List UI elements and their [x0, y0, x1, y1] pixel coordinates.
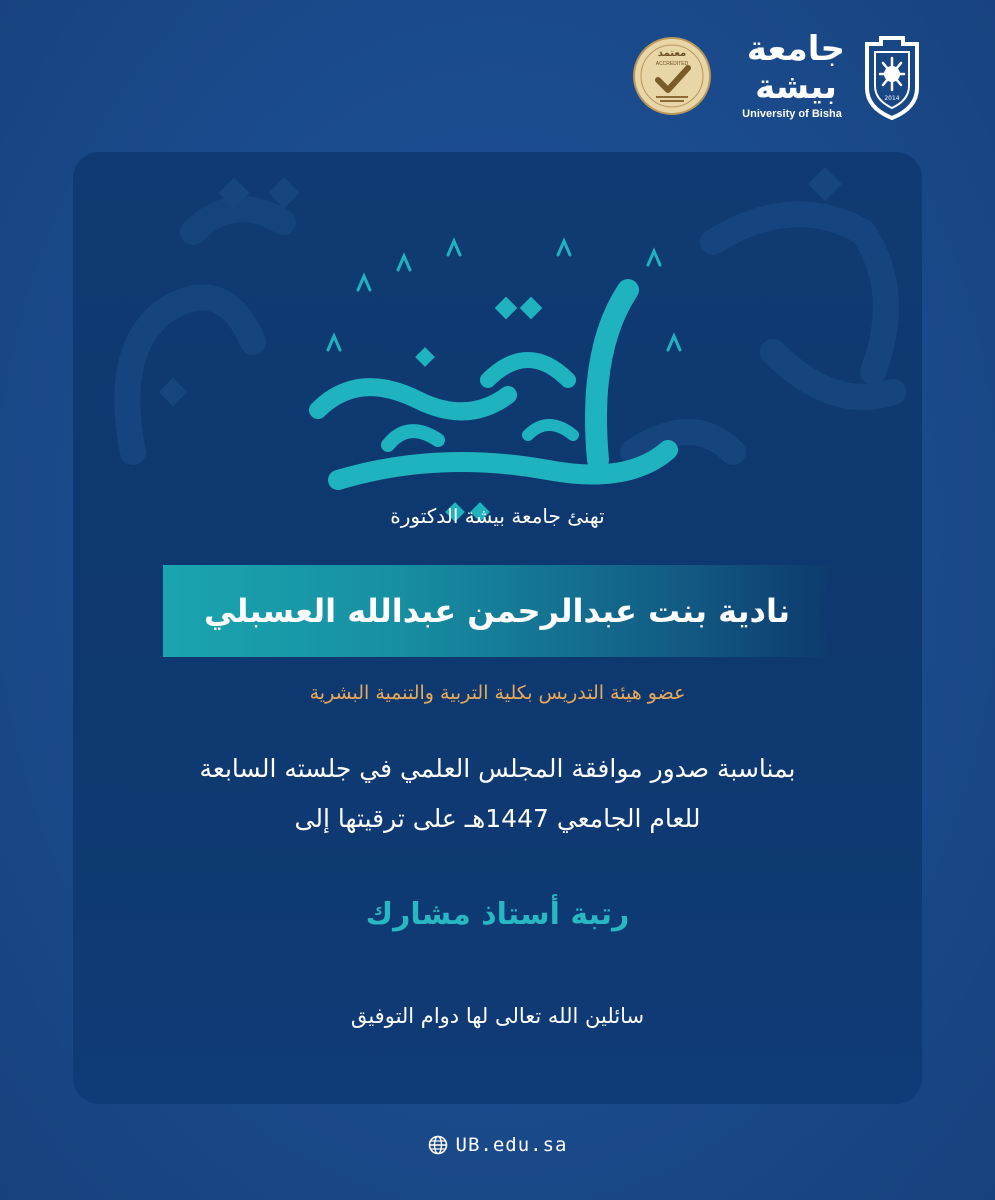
university-name-ar: جامعة بيشة [746, 29, 846, 107]
globe-icon [428, 1135, 448, 1155]
university-shield-icon [861, 34, 923, 122]
department-text: عضو هيئة التدريس بكلية التربية والتنمية البشرية [309, 682, 686, 704]
occasion-text: بمناسبة صدور موافقة المجلس العلمي في جلسته السابعة للعام الجامعي 1447هـ على ترقيتها إلى [199, 754, 796, 833]
svg-text:معتمد: معتمد [657, 48, 687, 59]
university-name-en: University of Bisha [742, 108, 842, 120]
svg-text:2014: 2014 [884, 95, 900, 102]
closing-text: سائلين الله تعالى لها دوام التوفيق [350, 1004, 645, 1028]
university-logo [733, 30, 923, 130]
rank-title: رتبة أستاذ مشارك [365, 897, 630, 932]
accreditation-seal-icon [632, 36, 712, 116]
footer [0, 1130, 995, 1160]
website-link[interactable]: UB.edu.sa [455, 1134, 568, 1156]
announcement-card [73, 152, 922, 1104]
title-calligraphy [298, 230, 698, 530]
svg-text:ACCREDITED: ACCREDITED [655, 61, 689, 67]
honoree-name: نادية بنت عبدالرحمن عبدالله العسبلي [204, 592, 790, 630]
intro-text: تهنئ جامعة بيشة الدكتورة [390, 504, 605, 528]
